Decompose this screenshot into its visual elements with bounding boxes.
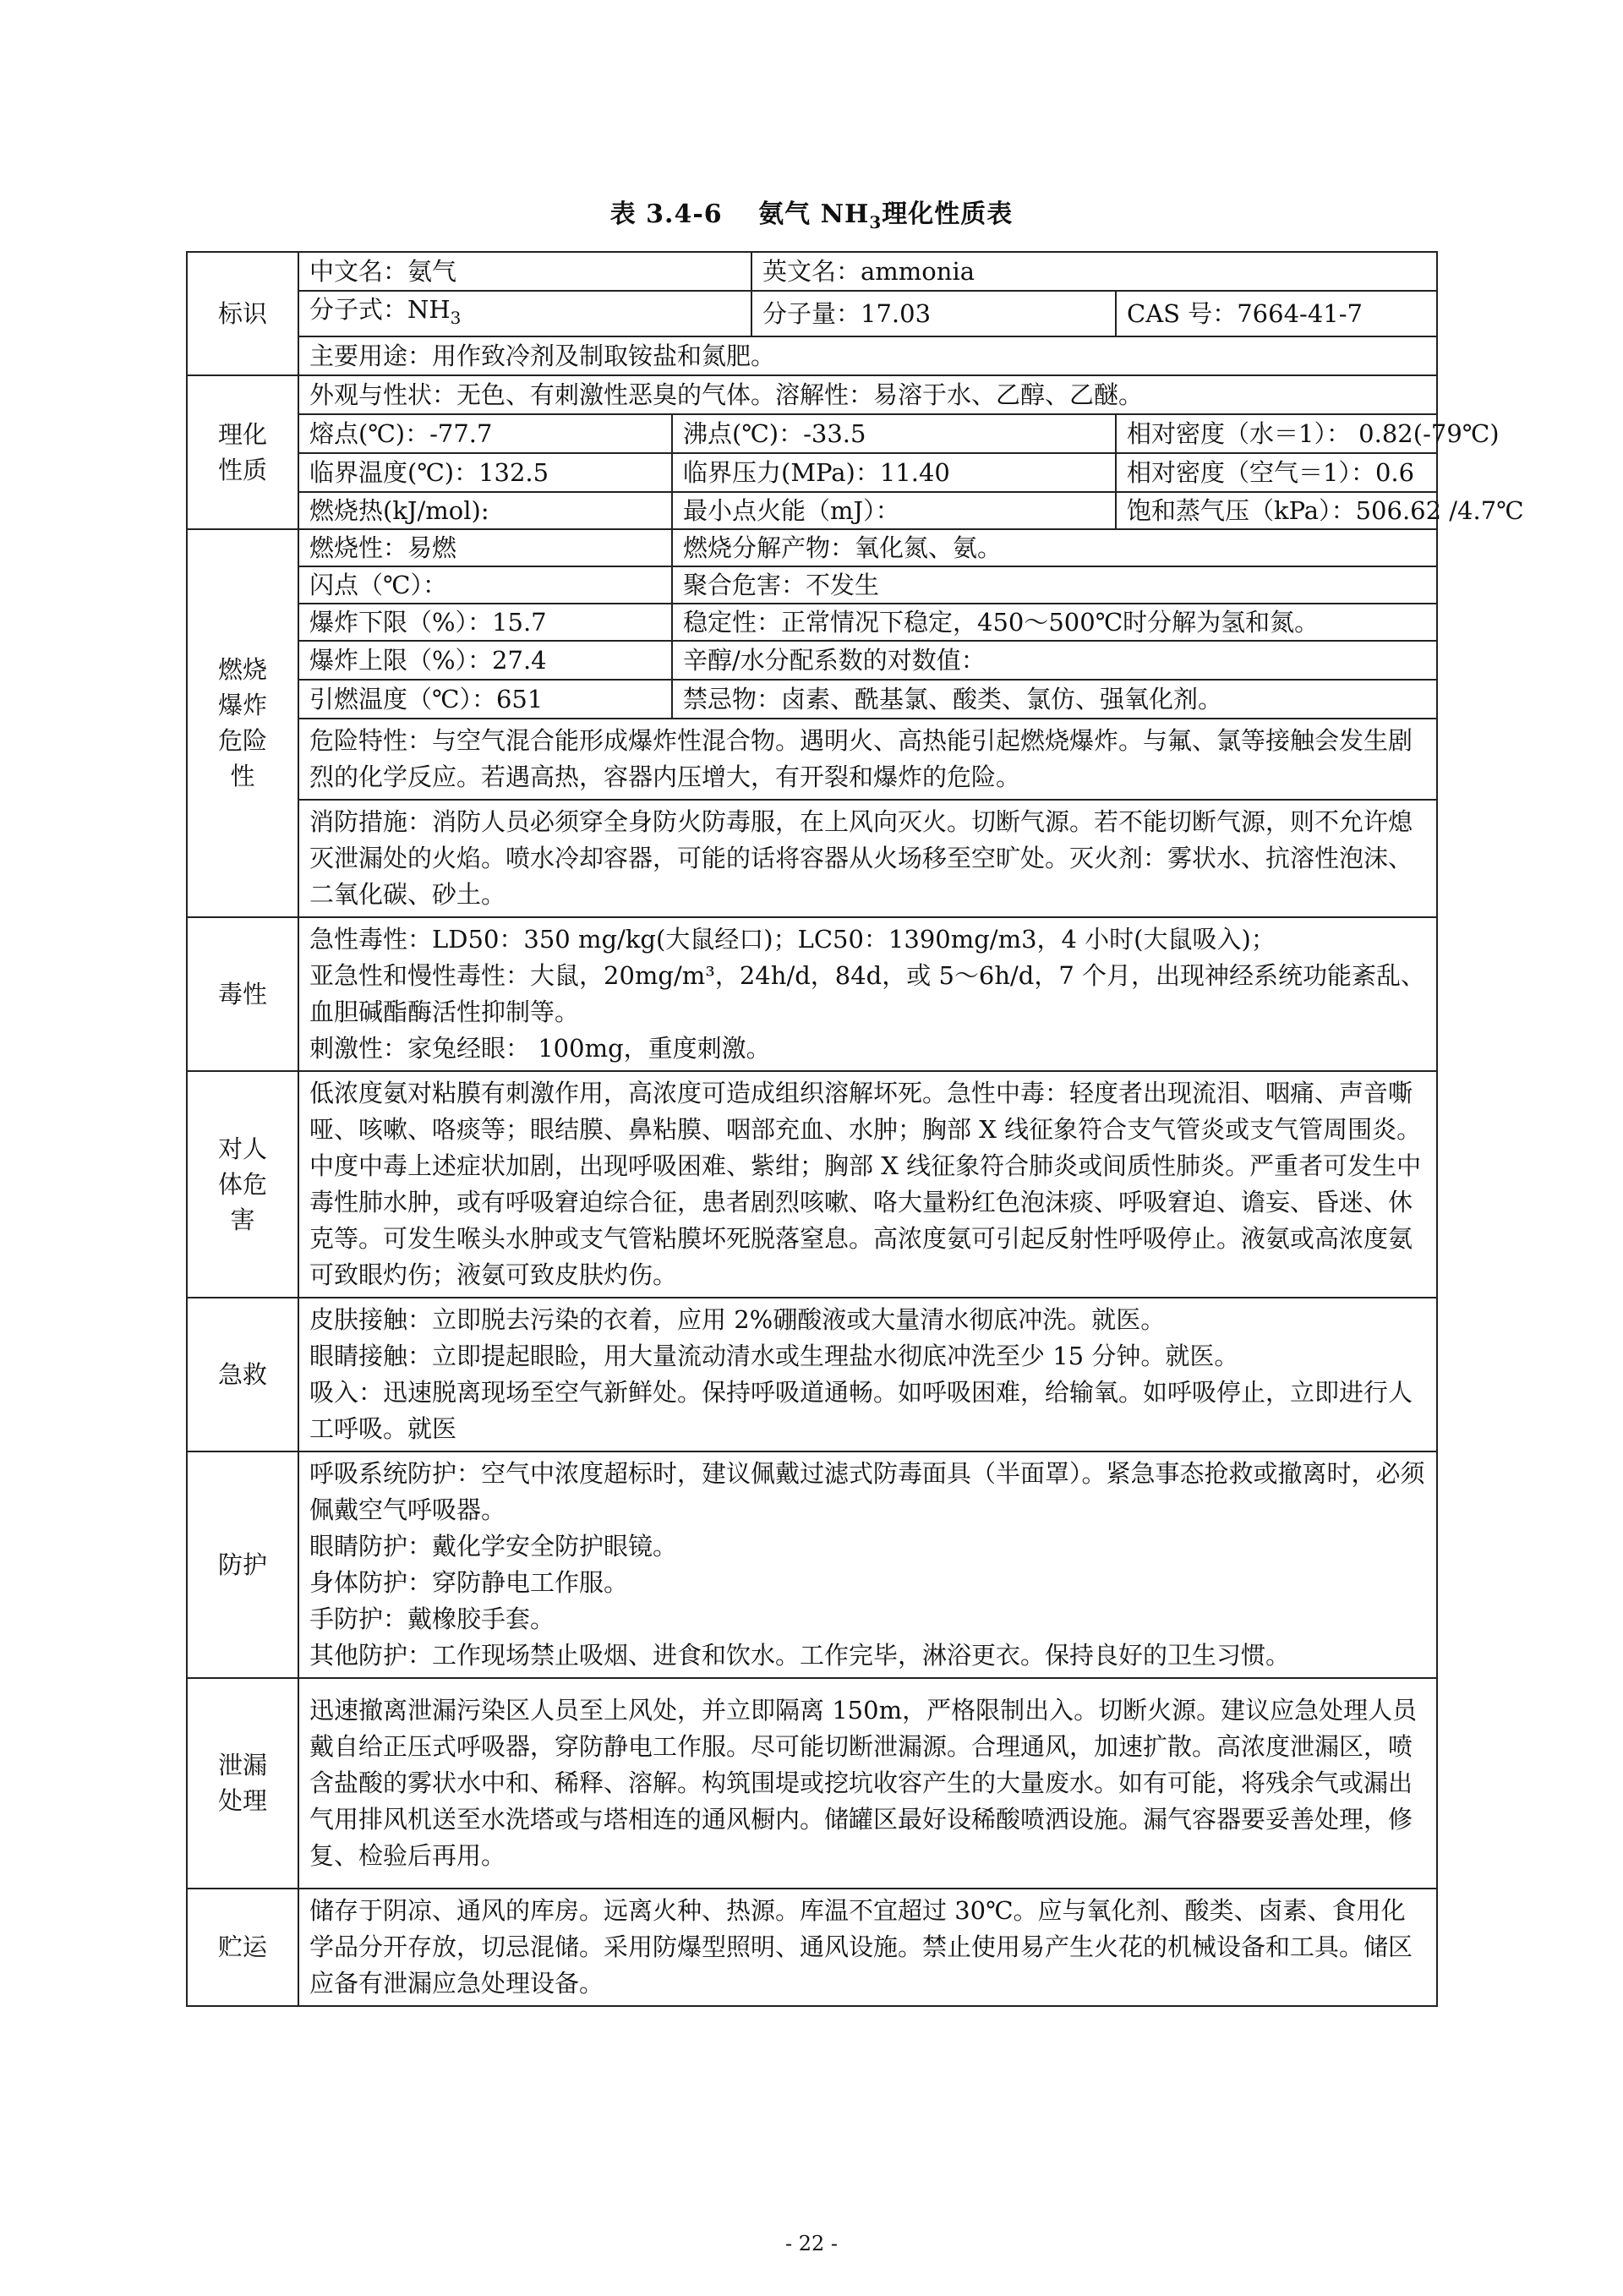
critical-temperature: 临界温度(℃)：132.5 (298, 453, 672, 492)
hand-protection: 手防护：戴橡胶手套。 (309, 1604, 555, 1633)
en-name: 英文名：ammonia (751, 252, 1437, 291)
hazard-characteristics: 危险特性：与空气混合能形成爆炸性混合物。遇明火、高热能引起燃烧爆炸。与氟、氯等接触会发生剧烈的化学反应。若遇高热，容器内压增大，有开裂和爆炸的危险。 (298, 719, 1437, 800)
log-kow: 辛醇/水分配系数的对数值： (672, 641, 1437, 680)
cn-name: 中文名：氨气 (298, 252, 751, 291)
toxicity-details (298, 917, 1437, 1071)
category-health: 对人体危害 (187, 1071, 298, 1298)
main-usage: 主要用途：用作致冷剂及制取铵盐和氮肥。 (298, 336, 1437, 375)
category-toxicity: 毒性 (187, 917, 298, 1071)
category-firstaid: 急救 (187, 1298, 298, 1451)
firefighting-measures: 消防措施：消防人员必须穿全身防火防毒服，在上风向灭火。切断气源。若不能切断气源，则不允许熄灭泄漏处的火焰。喷水冷却容器，可能的话将容器从火场移至空旷处。灭火剂：雾状水、抗溶性泡沫、二氧化碳、砂土。 (298, 800, 1437, 917)
category-protection: 防护 (187, 1451, 298, 1678)
category-storage: 贮运 (187, 1889, 298, 2006)
firstaid-skin: 皮肤接触：立即脱去污染的衣着，应用 2%硼酸液或大量清水彻底冲洗。就医。 (309, 1304, 1166, 1334)
incompatible-materials: 禁忌物：卤素、酰基氯、酸类、氯仿、强氧化剂。 (672, 680, 1437, 719)
saturated-vapor-pressure: 饱和蒸气压（kPa）：506.62 /4.7℃ (1116, 492, 1437, 529)
firstaid-inhalation: 吸入：迅速脱离现场至空气新鲜处。保持呼吸道通畅。如呼吸困难，给输氧。如呼吸停止，立即进行人工呼吸。就医 (309, 1377, 1413, 1443)
molecular-weight: 分子量：17.03 (751, 291, 1116, 336)
firstaid-eye: 眼睛接触：立即提起眼睑，用大量流动清水或生理盐水彻底冲洗至少 15 分钟。就医。 (309, 1341, 1239, 1370)
combustion-heat: 燃烧热(kJ/mol): (298, 492, 672, 529)
category-physchem: 理化性质 (187, 375, 298, 529)
lower-explosive-limit: 爆炸下限（%）：15.7 (298, 604, 672, 641)
molecular-formula: 分子式：$NH_3$ (298, 291, 751, 336)
category-leak: 泄漏处理 (187, 1678, 298, 1889)
critical-pressure: 临界压力(MPa)：11.40 (672, 453, 1116, 492)
autoignition-temperature: 引燃温度（℃）：651 (298, 680, 672, 719)
page-number: - 22 - (784, 2232, 838, 2255)
eye-protection: 眼睛防护：戴化学安全防护眼镜。 (309, 1531, 678, 1561)
health-hazards: 低浓度氨对粘膜有刺激作用，高浓度可造成组织溶解坏死。急性中毒：轻度者出现流泪、咽痛、声音嘶哑、咳嗽、咯痰等；眼结膜、鼻粘膜、咽部充血、水肿；胸部 X 线征象符合支气管炎或支气管周围炎。中度中毒上述症状加剧，出现呼吸困难、紫绀；胸部 X 线征象符合肺炎或间质性肺炎。严重者可发生中毒性肺水肿，或有呼吸窘迫综合征，患者剧烈咳嗽、咯大量粉红色泡沫痰、呼吸窘迫、谵妄、昏迷、休克等。可发生喉头水肿或支气管粘膜坏死脱落窒息。高浓度氨可引起反射性呼吸停止。液氨或高浓度氨可致眼灼伤；液氨可致皮肤灼伤。 (298, 1071, 1437, 1298)
table-title: 表 3.4-6 氨气 $NH_3$理化性质表 (609, 200, 1014, 232)
irritation: 刺激性：家兔经眼： 100mg，重度刺激。 (309, 1033, 771, 1063)
min-ignition-energy: 最小点火能（mJ）： (672, 492, 1116, 529)
other-protection: 其他防护：工作现场禁止吸烟、进食和饮水。工作完毕，淋浴更衣。保持良好的卫生习惯。 (309, 1640, 1291, 1670)
leak-handling: 迅速撤离泄漏污染区人员至上风处，并立即隔离 150m，严格限制出入。切断火源。建议应急处理人员戴自给正压式呼吸器，穿防静电工作服。尽可能切断泄漏源。合理通风，加速扩散。高浓度泄漏区，喷含盐酸的雾状水中和、稀释、溶解。构筑围堤或挖坑收容产生的大量废水。如有可能，将残余气或漏出气用排风机送至水洗塔或与塔相连的通风橱内。储罐区最好设稀酸喷洒设施。漏气容器要妥善处理，修复、检验后再用。 (298, 1678, 1437, 1889)
polymerization-hazard: 聚合危害：不发生 (672, 566, 1437, 604)
protection-details (298, 1451, 1437, 1678)
storage-transport: 储存于阴凉、通风的库房。远离火种、热源。库温不宜超过 30℃。应与氧化剂、酸类、卤素、食用化学品分开存放，切忌混储。采用防爆型照明、通风设施。禁止使用易产生火花的机械设备和工具。储区应备有泄漏应急处理设备。 (298, 1889, 1437, 2006)
boiling-point: 沸点(℃)：-33.5 (672, 414, 1116, 453)
cas-number: CAS 号：7664-41-7 (1116, 291, 1437, 336)
flash-point: 闪点（℃）： (298, 566, 672, 604)
appearance: 外观与性状：无色、有刺激性恶臭的气体。溶解性：易溶于水、乙醇、乙醚。 (298, 375, 1437, 414)
respiratory-protection: 呼吸系统防护：空气中浓度超标时，建议佩戴过滤式防毒面具（半面罩）。紧急事态抢救或撤离时，必须佩戴空气呼吸器。 (309, 1458, 1425, 1524)
body-protection: 身体防护：穿防静电工作服。 (309, 1567, 629, 1597)
chronic-toxicity: 亚急性和慢性毒性：大鼠，20mg/m³，24h/d，84d，或 5～6h/d，7 个月，出现神经系统功能紊乱、血胆碱酯酶活性抑制等。 (309, 960, 1426, 1026)
category-fire: 燃烧爆炸危险性 (187, 529, 298, 917)
stability: 稳定性：正常情况下稳定，450～500℃时分解为氢和氮。 (672, 604, 1437, 641)
decomposition-products: 燃烧分解产物：氧化氮、氨。 (672, 529, 1437, 566)
acute-toxicity: 急性毒性：LD50：350 mg/kg(大鼠经口)；LC50：1390mg/m3，4 小时(大鼠吸入)； (309, 924, 1276, 954)
melting-point: 熔点(℃)：-77.7 (298, 414, 672, 453)
relative-density-air: 相对密度（空气＝1）：0.6 (1116, 453, 1437, 492)
upper-explosive-limit: 爆炸上限（%）：27.4 (298, 641, 672, 680)
flammability: 燃烧性：易燃 (298, 529, 672, 566)
firstaid-details (298, 1298, 1437, 1451)
category-identity: 标识 (187, 252, 298, 375)
ammonia-property-table (186, 251, 1524, 2007)
relative-density-water: 相对密度（水＝1）： 0.82(-79℃) (1116, 414, 1437, 453)
